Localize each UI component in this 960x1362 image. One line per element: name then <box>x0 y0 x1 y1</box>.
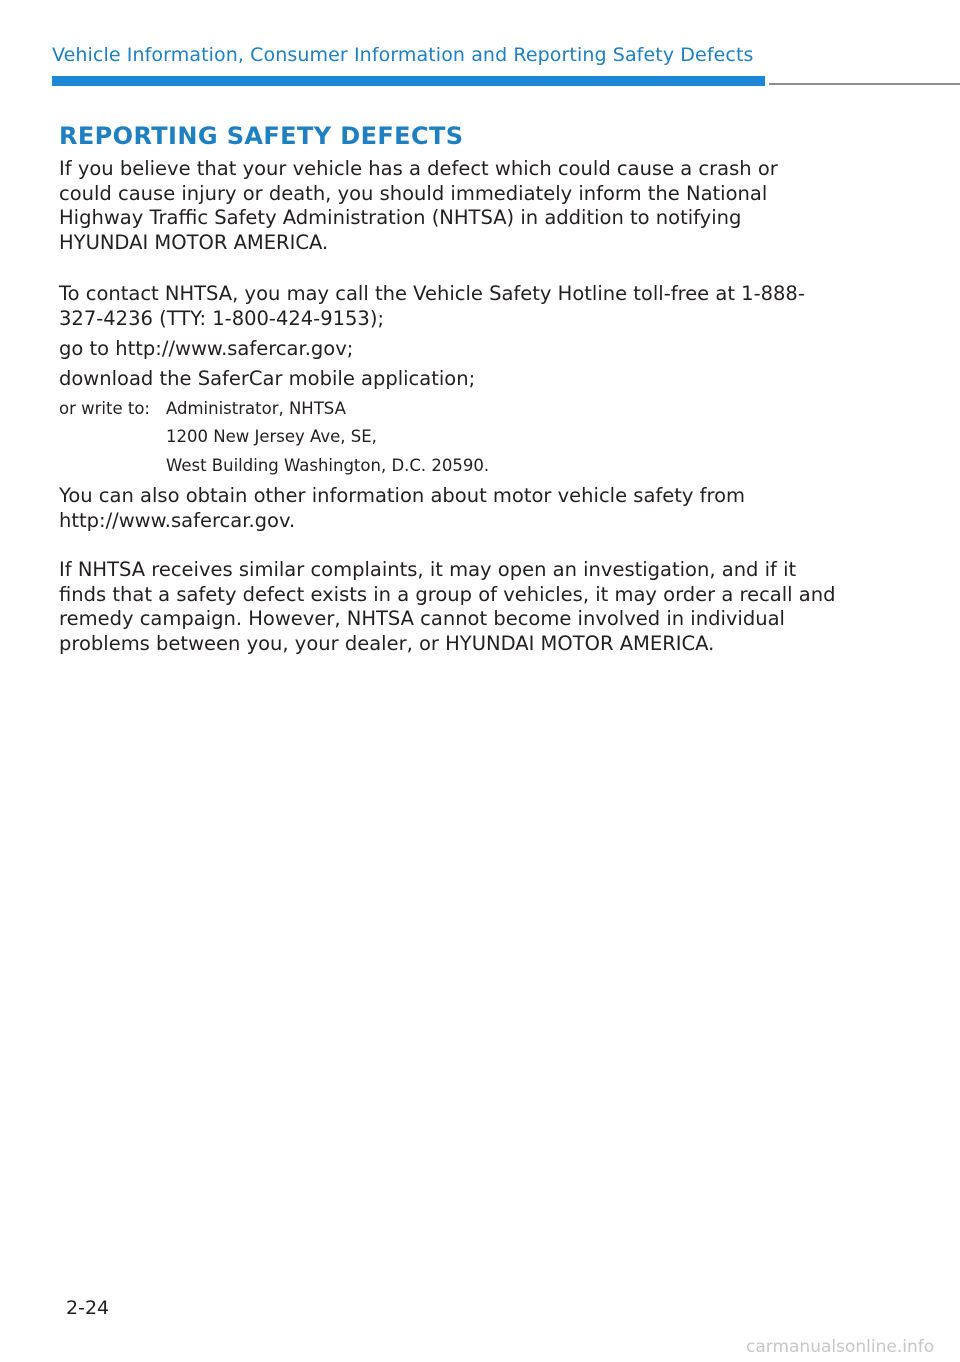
paragraph-line: HYUNDAI MOTOR AMERICA. <box>59 230 329 254</box>
section-heading: REPORTING SAFETY DEFECTS <box>59 122 464 150</box>
address-line: Administrator, NHTSA <box>166 399 346 418</box>
paragraph-line: go to http://www.safercar.gov; <box>59 337 354 360</box>
header-accent-bar <box>52 76 765 86</box>
write-to-label: or write to: <box>59 399 150 418</box>
page-number: 2-24 <box>66 1297 110 1319</box>
paragraph-line: Highway Traffic Safety Administration (NHTSA) in addition to notifying <box>59 206 742 229</box>
paragraph-line: If you believe that your vehicle has a defect which could cause a crash or <box>59 157 778 180</box>
paragraph-defect-intro <box>59 157 778 255</box>
paragraph-line: problems between you, your dealer, or HYUNDAI MOTOR AMERICA. <box>59 631 715 655</box>
address-line: 1200 New Jersey Ave, SE, <box>166 427 377 446</box>
paragraph-line: http://www.safercar.gov. <box>59 508 296 532</box>
paragraph-line: could cause injury or death, you should immediately inform the National <box>59 181 768 205</box>
paragraph-website <box>59 337 353 362</box>
paragraph-line: 327-4236 (TTY: 1-800-424-9153); <box>59 306 385 330</box>
paragraph-line: You can also obtain other information about motor vehicle safety from <box>59 484 746 507</box>
header-divider-line <box>769 83 960 85</box>
paragraph-line: remedy campaign. However, NHTSA cannot become involved in individual <box>59 607 785 630</box>
paragraph-line: download the SaferCar mobile application; <box>59 367 476 390</box>
header-title: Vehicle Information, Consumer Information and Reporting Safety Defects <box>52 44 754 66</box>
paragraph-line: To contact NHTSA, you may call the Vehicle Safety Hotline toll-free at 1-888- <box>59 282 805 305</box>
paragraph-investigation <box>59 558 835 656</box>
paragraph-line: finds that a safety defect exists in a group of vehicles, it may order a recall and <box>59 582 836 606</box>
paragraph-hotline <box>59 282 805 331</box>
paragraph-more-info <box>59 484 745 533</box>
address-line: West Building Washington, D.C. 20590. <box>166 456 490 475</box>
watermark-text: carmanualsonline.info <box>746 1337 935 1357</box>
paragraph-mobile-app <box>59 367 475 392</box>
paragraph-line: If NHTSA receives similar complaints, it may open an investigation, and if it <box>59 558 797 581</box>
